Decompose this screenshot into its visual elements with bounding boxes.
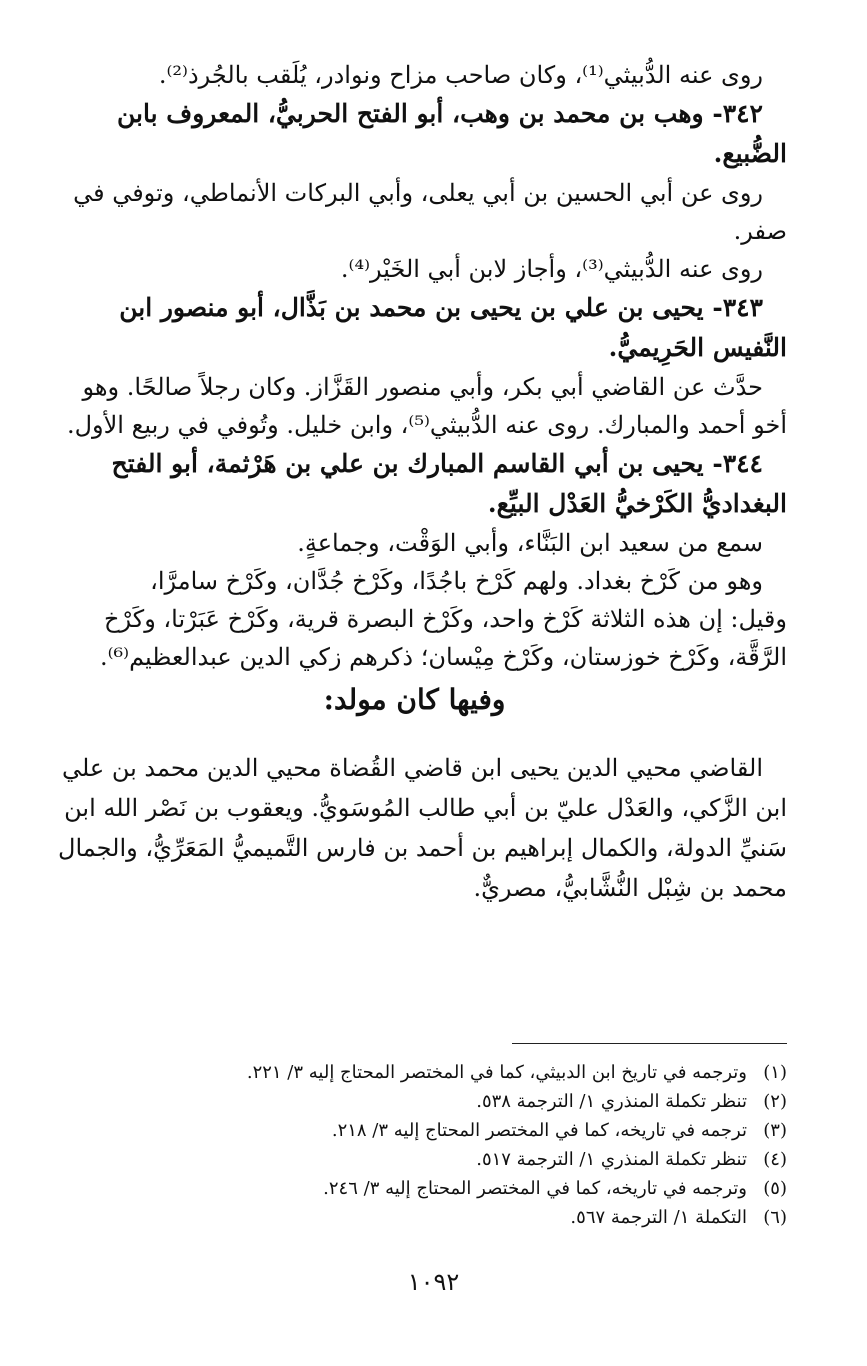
footnote-divider	[512, 1043, 787, 1044]
entry-heading-342-cont: الضُّبيع.	[713, 139, 787, 168]
text-line: روى عنه الدُّبيثي⁽¹⁾، وكان صاحب مزاح ونوادر، يُلَقب بالجُرذ⁽²⁾.	[158, 61, 763, 89]
footnote	[150, 1058, 787, 1087]
text-line: حدَّث عن القاضي أبي بكر، وأبي منصور القَزَّاز. وكان رجلاً صالحًا. وهو	[82, 373, 763, 401]
entry-heading-343: ٣٤٣- يحيى بن علي بن يحيى بن محمد بن بَذَّال، أبو منصور ابن	[119, 293, 763, 322]
text-line: وقيل: إن هذه الثلاثة كَرْخ واحد، وكَرْخ البصرة قرية، وكَرْخ عَبَرْتا، وكَرْخ	[104, 605, 787, 633]
entry-heading-344-cont: البغداديُّ الكَرْخيُّ العَدْل البيِّع.	[487, 489, 787, 518]
text-line: الرَّقَّة، وكَرْخ خوزستان، وكَرْخ مِيْسان؛ ذكرهم زكي الدين عبدالعظيم⁽⁶⁾.	[100, 643, 787, 671]
text-line: روى عنه الدُّبيثي⁽³⁾، وأجاز لابن أبي الخَيْر⁽⁴⁾.	[340, 255, 763, 283]
footnote	[150, 1174, 787, 1203]
text-line: القاضي محيي الدين يحيى ابن قاضي القُضاة محيي الدين محمد بن علي	[61, 754, 763, 782]
footnote	[150, 1116, 787, 1145]
section-heading: وفيها كان مولد:	[323, 683, 506, 716]
footnote-text: ترجمه في تاريخه، كما في المختصر المحتاج إليه ٣/ ٢١٨.	[331, 1120, 747, 1141]
footnote-number: (٦)	[763, 1207, 787, 1228]
footnotes	[150, 1058, 787, 1232]
text-line: سَنيِّ الدولة، والكمال إبراهيم بن أحمد بن فارس التَّميميُّ المَعَرِّيُّ، والجمال	[58, 834, 787, 862]
footnote-number: (١)	[763, 1062, 787, 1083]
entry-heading-344: ٣٤٤- يحيى بن أبي القاسم المبارك بن علي بن هَرْثمة، أبو الفتح	[111, 449, 763, 478]
text-line: سمع من سعيد ابن البَنَّاء، وأبي الوَقْت، وجماعةٍ.	[297, 529, 763, 557]
footnote-text: وترجمه في تاريخ ابن الدبيثي، كما في المختصر المحتاج إليه ٣/ ٢٢١.	[246, 1062, 747, 1083]
text-line: وهو من كَرْخ بغداد. ولهم كَرْخ باجُدًا، وكَرْخ جُدَّان، وكَرْخ سامرَّا،	[150, 567, 763, 595]
footnote	[150, 1145, 787, 1174]
footnote-text: تنظر تكملة المنذري ١/ الترجمة ٥١٧.	[476, 1149, 747, 1170]
footnote-number: (٤)	[763, 1149, 787, 1170]
page-body	[42, 56, 787, 908]
footnote-text: تنظر تكملة المنذري ١/ الترجمة ٥٣٨.	[476, 1091, 747, 1112]
footnote-text: وترجمه في تاريخه، كما في المختصر المحتاج إليه ٣/ ٢٤٦.	[323, 1178, 747, 1199]
footnote	[150, 1203, 787, 1232]
text-line: محمد بن شِبْل النُّشَّابيُّ، مصريٌّ.	[473, 874, 787, 902]
text-line: ابن الزَّكي، والعَدْل عليّ بن أبي طالب المُوسَويُّ. ويعقوب بن نَصْر الله ابن	[64, 794, 787, 822]
footnote-number: (٢)	[763, 1091, 787, 1112]
footnote-text: التكملة ١/ الترجمة ٥٦٧.	[570, 1207, 747, 1228]
footnote	[150, 1087, 787, 1116]
footnote-number: (٣)	[763, 1120, 787, 1141]
page-number: ١٠٩٢	[407, 1268, 460, 1296]
footnote-number: (٥)	[763, 1178, 787, 1199]
entry-heading-342: ٣٤٢- وهب بن محمد بن وهب، أبو الفتح الحربيُّ، المعروف بابن	[117, 99, 763, 128]
text-line: روى عن أبي الحسين بن أبي يعلى، وأبي البركات الأنماطي، وتوفي في	[73, 179, 763, 207]
births-paragraph	[42, 748, 787, 908]
text-line: أخو أحمد والمبارك. روى عنه الدُّبيثي⁽⁵⁾، وابن خليل. وتُوفي في ربيع الأول.	[66, 411, 787, 439]
entry-heading-343-cont: النَّفيس الحَرِيميُّ.	[608, 333, 787, 362]
text-line: صفر.	[733, 217, 787, 245]
